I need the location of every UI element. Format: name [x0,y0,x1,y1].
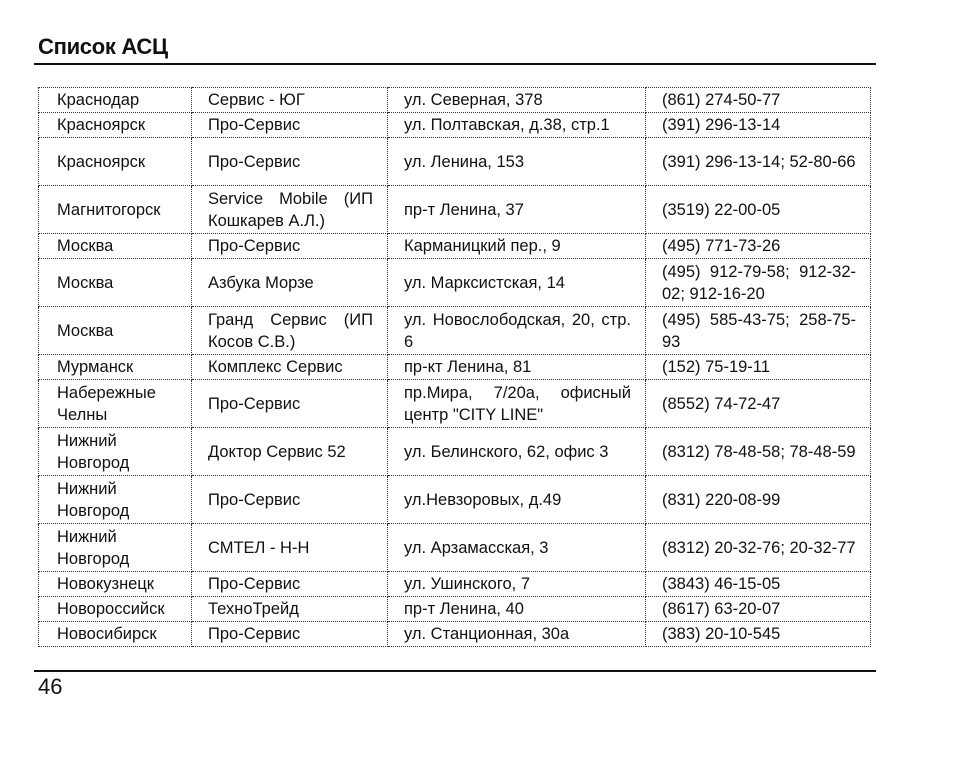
city-cell: Мурманск [39,355,192,380]
phone-cell: (831) 220-08-99 [646,476,871,524]
table-row [39,259,871,307]
table-row [39,113,871,138]
address-cell: ул. Полтавская, д.38, стр.1 [388,113,646,138]
table-row [39,597,871,622]
address-cell: ул. Новослободская, 20, стр. 6 [388,307,646,355]
table-row [39,355,871,380]
page-number: 46 [38,674,63,699]
address-cell: ул. Марксистская, 14 [388,259,646,307]
address-cell: пр-т Ленина, 40 [388,597,646,622]
phone-cell: (3519) 22-00-05 [646,186,871,234]
city-cell: Красноярск [39,138,192,186]
city-cell: Москва [39,234,192,259]
address-cell: пр-кт Ленина, 81 [388,355,646,380]
city-cell: Новороссийск [39,597,192,622]
phone-cell: (8552) 74-72-47 [646,380,871,428]
company-cell: ТехноТрейд [192,597,388,622]
company-cell: Доктор Сервис 52 [192,428,388,476]
city-cell: Нижний Новгород [39,476,192,524]
phone-cell: (495) 912-79-58; 912-32-02; 912-16-20 [646,259,871,307]
title-rule [34,63,876,65]
address-cell: ул. Арзамасская, 3 [388,524,646,572]
phone-cell: (495) 585-43-75; 258-75-93 [646,307,871,355]
company-cell: Азбука Морзе [192,259,388,307]
phone-cell: (391) 296-13-14 [646,113,871,138]
table-row [39,138,871,186]
company-cell: Про-Сервис [192,622,388,647]
city-cell: Нижний Новгород [39,428,192,476]
phone-cell: (391) 296-13-14; 52-80-66 [646,138,871,186]
service-centers-table [38,87,871,647]
city-cell: Магнитогорск [39,186,192,234]
address-cell: ул. Ленина, 153 [388,138,646,186]
company-cell: Комплекс Сервис [192,355,388,380]
company-cell: Про-Сервис [192,380,388,428]
address-cell: ул.Невзоровых, д.49 [388,476,646,524]
city-cell: Нижний Новгород [39,524,192,572]
city-cell: Красноярск [39,113,192,138]
table-row [39,186,871,234]
address-cell: Карманицкий пер., 9 [388,234,646,259]
phone-cell: (861) 274-50-77 [646,88,871,113]
table-row [39,476,871,524]
phone-cell: (8312) 20-32-76; 20-32-77 [646,524,871,572]
table-row [39,428,871,476]
address-cell: ул. Белинского, 62, офис 3 [388,428,646,476]
table-row [39,380,871,428]
phone-cell: (8617) 63-20-07 [646,597,871,622]
city-cell: Москва [39,307,192,355]
phone-cell: (152) 75-19-11 [646,355,871,380]
table-row [39,307,871,355]
address-cell: ул. Северная, 378 [388,88,646,113]
company-cell: Про-Сервис [192,234,388,259]
table-row [39,88,871,113]
address-cell: ул. Ушинского, 7 [388,572,646,597]
company-cell: Про-Сервис [192,138,388,186]
company-cell: Про-Сервис [192,476,388,524]
company-cell: Про-Сервис [192,572,388,597]
company-cell: СМТЕЛ - Н-Н [192,524,388,572]
page-title: Список АСЦ [38,34,168,59]
phone-cell: (383) 20-10-545 [646,622,871,647]
city-cell: Москва [39,259,192,307]
address-cell: пр-т Ленина, 37 [388,186,646,234]
table-row [39,572,871,597]
company-cell: Гранд Сервис (ИП Косов С.В.) [192,307,388,355]
phone-cell: (495) 771-73-26 [646,234,871,259]
company-cell: Сервис - ЮГ [192,88,388,113]
city-cell: Новокузнецк [39,572,192,597]
phone-cell: (3843) 46-15-05 [646,572,871,597]
table-row [39,524,871,572]
address-cell: пр.Мира, 7/20а, офисный центр "CITY LINE" [388,380,646,428]
city-cell: Новосибирск [39,622,192,647]
phone-cell: (8312) 78-48-58; 78-48-59 [646,428,871,476]
table-row [39,622,871,647]
company-cell: Service Mobile (ИП Кошкарев А.Л.) [192,186,388,234]
city-cell: Набережные Челны [39,380,192,428]
service-centers-table-wrap [38,87,870,647]
bottom-rule [34,670,876,672]
table-row [39,234,871,259]
city-cell: Краснодар [39,88,192,113]
address-cell: ул. Станционная, 30а [388,622,646,647]
company-cell: Про-Сервис [192,113,388,138]
